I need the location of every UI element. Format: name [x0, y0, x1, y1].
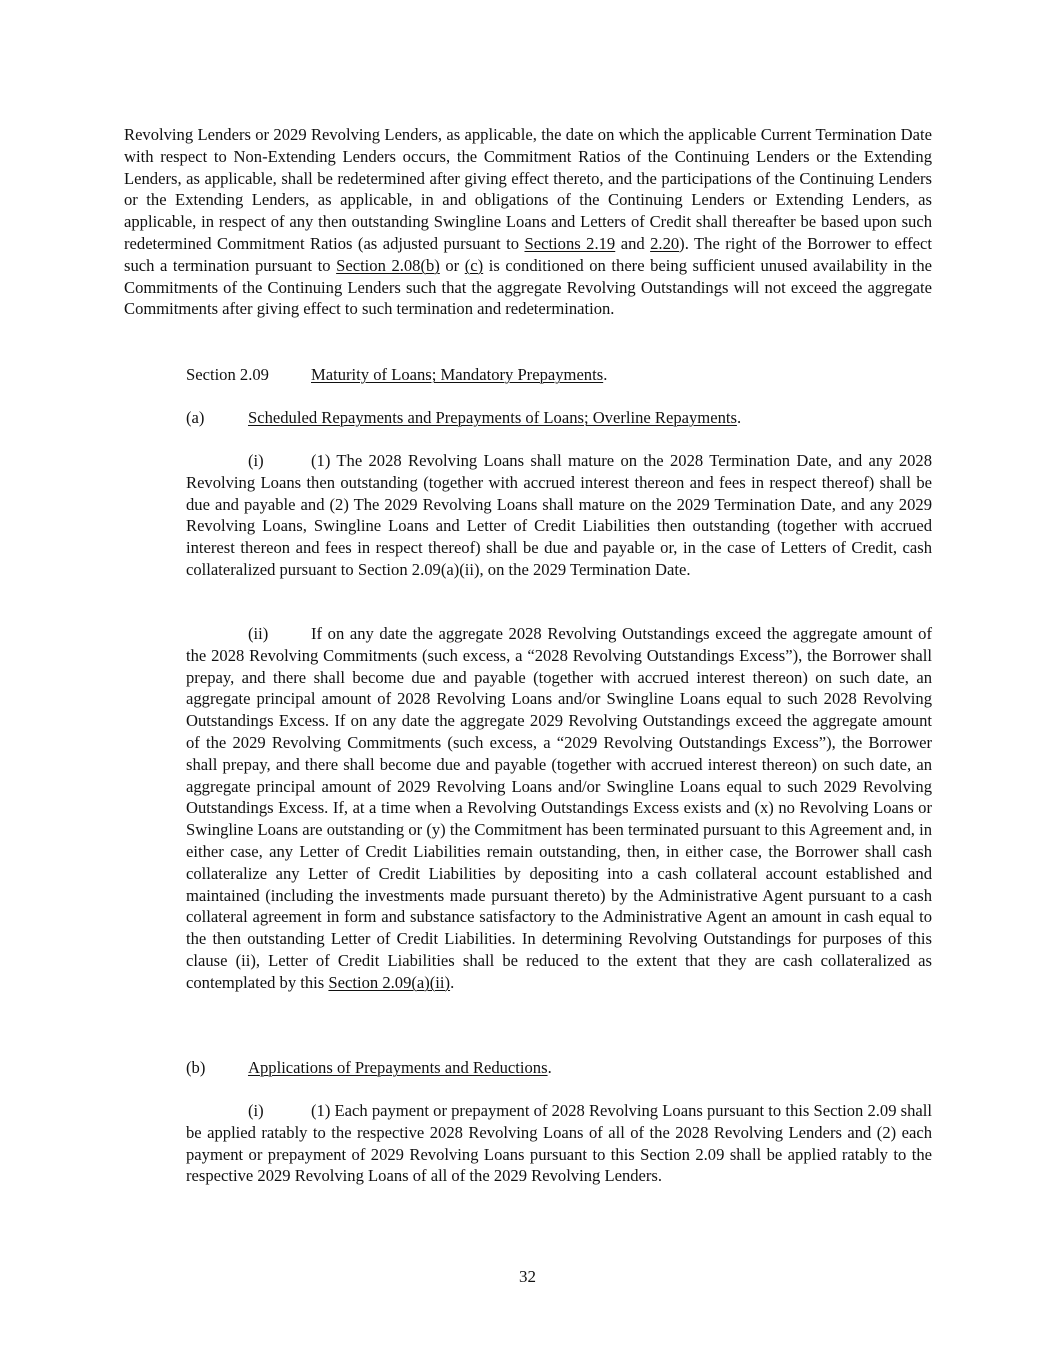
punctuation: .: [603, 365, 608, 384]
clause-text: (1) The 2028 Revolving Loans shall mature on the 2028 Termination Date, and any 2028 Revolving Loans then outstanding (together with accrued interest thereon and fees in respect thereof) shall be due and payable and (2) The 2029 Revolving Loans shall mature on the 2029 Termination Date, and any 2029 Revolving Loans, Swingline Loans and Letter of Credit Liabilities then outstanding (together with accrued interest thereon and fees in respect thereof) shall be due and payable or, in the case of Letters of Credit, cash collateralized pursuant to Section 2.09(a)(ii), on the 2029 Termination Date.: [186, 451, 932, 579]
section-number: Section 2.09: [186, 365, 269, 384]
subsection-label: (a): [186, 408, 205, 427]
subsection-title: Scheduled Repayments and Prepayments of Loans; Overline Repayments: [248, 408, 737, 427]
clause-label: (i): [248, 1101, 264, 1120]
clause-label: (i): [248, 451, 264, 470]
paragraph-b-i: [186, 1100, 932, 1187]
page-number: 32: [519, 1267, 536, 1286]
paragraph-intro: [124, 124, 932, 320]
section-title: Maturity of Loans; Mandatory Prepayments: [311, 365, 604, 384]
clause-text: (1) Each payment or prepayment of 2028 Revolving Loans pursuant to this Section 2.09 shall be applied ratably to the respective 2028 Revolving Loans of all of the 2028 Revolving Lenders and (2) each payment or prepayment of 2029 Revolving Loans pursuant to this Section 2.09 shall be applied ratably to the respective 2029 Revolving Loans of all of the 2029 Revolving Lenders.: [186, 1101, 932, 1186]
paragraph-a-ii: [186, 623, 932, 994]
text-run: ). The right of the Borrower to effect such a termination pursuant to: [124, 233, 932, 275]
text-run: Revolving Lenders or 2029 Revolving Lenders, as applicable, the date on which the applicable Current Termination Date with respect to Non-Extending Lenders occurs, the Commitment Ratios of the Continuing Lenders or the Extending Lenders, as applicable, shall be redetermined after giving effect thereto, and the participations of the Continuing Lenders or the Extending Lenders, as applicable, in and obligations of the Continuing Lenders or Extending Lenders, as applicable, in respect of any then outstanding Swingline Loans and Letters of Credit shall thereafter be based upon such redetermined Commitment Ratios (as adjusted pursuant to: [124, 125, 932, 253]
cross-reference: Section 2.08(b): [336, 255, 440, 275]
clause-label: (ii): [248, 624, 269, 643]
text-run: is conditioned on there being sufficient unused availability in the Commitments of the Continuing Lenders such that the aggregate Revolving Outstandings will not exceed the aggregate Commitments after giving effect to such termination and redetermination.: [124, 255, 932, 319]
text-run: and: [615, 233, 651, 253]
section-heading: [186, 364, 607, 386]
subsection-title: Applications of Prepayments and Reductions: [248, 1058, 548, 1077]
cross-reference: (c): [464, 255, 484, 275]
paragraph-a-i: [186, 450, 932, 581]
punctuation: .: [736, 408, 742, 427]
clause-text: If on any date the aggregate 2028 Revolving Outstandings exceed the aggregate amount of the 2028 Revolving Commitments (such excess, a “2028 Revolving Outstandings Excess”), the Borrower shall prepay, and there shall become due and payable (together with accrued interest thereon) on such date, an aggregate principal amount of 2028 Revolving Loans and/or Swingline Loans equal to such 2028 Revolving Outstandings Excess. If on any date the aggregate 2029 Revolving Outstandings exceed the aggregate amount of the 2029 Revolving Commitments (such excess, a “2029 Revolving Outstandings Excess”), the Borrower shall prepay, and there shall become due and payable (together with accrued interest thereon) on such date, an aggregate principal amount of 2029 Revolving Loans and/or Swingline Loans equal to such 2029 Revolving Outstandings Excess. If, at a time when a Revolving Outstandings Excess exists and (x) no Revolving Loans or Swingline Loans are outstanding or (y) the Commitment has been terminated pursuant to this Agreement and, in either case, any Letter of Credit Liabilities remain outstanding, then, in either case, the Borrower shall cash collateralize any Letter of Credit Liabilities by depositing into a cash collateral account established and maintained (including the investments made pursuant thereto) by the Administrative Agent pursuant to a cash collateral agreement in form and substance satisfactory to the Administrative Agent an amount in cash equal to the then outstanding Letter of Credit Liabilities. In determining Revolving Outstandings for purposes of this clause (ii), Letter of Credit Liabilities shall be reduced to the extent that they are cash collateralized as contemplated by this: [186, 624, 932, 992]
cross-reference: Sections 2.19: [524, 233, 616, 253]
subsection-a-heading: [186, 407, 741, 429]
punctuation: .: [547, 1058, 552, 1077]
cross-reference: 2.20: [650, 233, 680, 253]
cross-reference: Section 2.09(a)(ii): [328, 972, 451, 992]
subsection-label: (b): [186, 1058, 206, 1077]
text-run: or: [439, 255, 465, 275]
subsection-b-heading: [186, 1057, 552, 1079]
punctuation: .: [450, 972, 455, 992]
